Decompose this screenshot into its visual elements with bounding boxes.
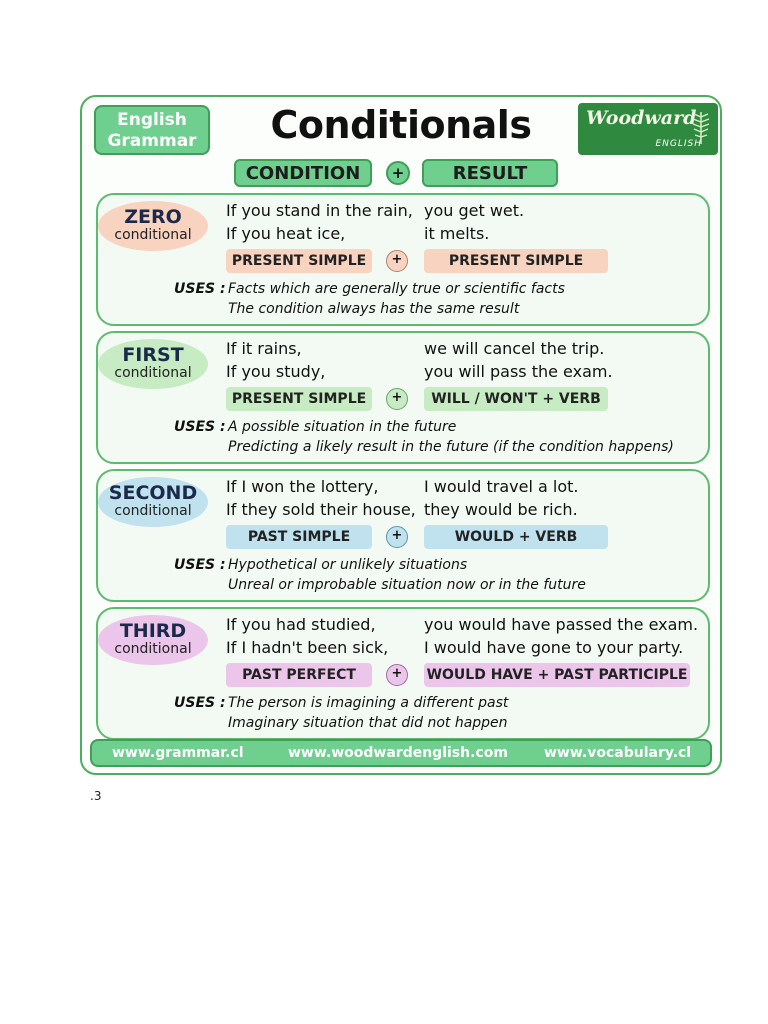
condition-example-2: If they sold their house, <box>226 500 416 519</box>
fern-leaf-icon <box>690 109 712 145</box>
condition-example-2: If you study, <box>226 362 326 381</box>
result-example-1: I would travel a lot. <box>424 477 579 496</box>
use-1: A possible situation in the future <box>228 419 457 435</box>
first-conditional-label <box>98 339 208 389</box>
result-example-2: I would have gone to your party. <box>424 638 684 657</box>
use-2: Imaginary situation that did not happen <box>228 715 508 731</box>
condition-tense: PRESENT SIMPLE <box>226 387 372 411</box>
use-1: Hypothetical or unlikely situations <box>228 557 468 573</box>
uses-label: USES : <box>174 281 226 297</box>
condition-example-2: If I hadn't been sick, <box>226 638 389 657</box>
result-tense: WOULD + VERB <box>424 525 608 549</box>
use-2: Unreal or improbable situation now or in the future <box>228 577 586 593</box>
footer-link-woodward[interactable]: www.woodwardenglish.com <box>288 745 508 761</box>
result-header: RESULT <box>422 159 558 187</box>
footer-links-bar <box>90 739 712 767</box>
condition-tense: PAST SIMPLE <box>226 525 372 549</box>
badge-line-2: Grammar <box>107 131 197 151</box>
condition-example-1: If I won the lottery, <box>226 477 379 496</box>
uses-label: USES : <box>174 419 226 435</box>
condition-example-1: If it rains, <box>226 339 302 358</box>
conditional-name: ZERO <box>124 206 182 228</box>
result-example-1: you get wet. <box>424 201 525 220</box>
result-example-1: you would have passed the exam. <box>424 615 699 634</box>
conditional-name: SECOND <box>108 482 198 504</box>
first-conditional-section <box>96 331 710 464</box>
result-tense: WOULD HAVE + PAST PARTICIPLE <box>424 663 690 687</box>
conditional-name: FIRST <box>122 344 184 366</box>
footer-link-grammar[interactable]: www.grammar.cl <box>112 745 244 761</box>
badge-line-1: English <box>117 110 187 130</box>
page-number: .3 <box>90 789 102 803</box>
page-title: Conditionals <box>270 103 532 147</box>
plus-icon: + <box>386 250 408 272</box>
conditional-name: THIRD <box>119 620 187 642</box>
second-conditional-label <box>98 477 208 527</box>
condition-example-1: If you had studied, <box>226 615 376 634</box>
use-1: The person is imagining a different past <box>228 695 509 711</box>
third-conditional-section <box>96 607 710 740</box>
plus-icon: + <box>386 526 408 548</box>
third-conditional-label <box>98 615 208 665</box>
result-example-1: we will cancel the trip. <box>424 339 605 358</box>
header-plus-icon: + <box>386 161 410 185</box>
logo-brand: Woodward <box>586 107 697 129</box>
use-2: The condition always has the same result <box>228 301 520 317</box>
conditionals-poster <box>80 95 722 775</box>
footer-link-vocabulary[interactable]: www.vocabulary.cl <box>544 745 692 761</box>
conditional-sub: conditional <box>114 641 192 657</box>
conditional-sub: conditional <box>114 227 192 243</box>
zero-conditional-label <box>98 201 208 251</box>
condition-header: CONDITION <box>234 159 372 187</box>
result-tense: PRESENT SIMPLE <box>424 249 608 273</box>
conditional-sub: conditional <box>114 503 192 519</box>
result-example-2: they would be rich. <box>424 500 578 519</box>
logo-sub: ENGLISH <box>655 139 702 149</box>
woodward-logo <box>578 103 718 155</box>
conditional-sub: conditional <box>114 365 192 381</box>
condition-tense: PRESENT SIMPLE <box>226 249 372 273</box>
condition-tense: PAST PERFECT <box>226 663 372 687</box>
uses-label: USES : <box>174 695 226 711</box>
result-example-2: it melts. <box>424 224 490 243</box>
result-example-2: you will pass the exam. <box>424 362 613 381</box>
uses-label: USES : <box>174 557 226 573</box>
use-2: Predicting a likely result in the future (if the condition happens) <box>228 439 674 455</box>
zero-conditional-section <box>96 193 710 326</box>
plus-icon: + <box>386 388 408 410</box>
condition-example-1: If you stand in the rain, <box>226 201 413 220</box>
second-conditional-section <box>96 469 710 602</box>
plus-icon: + <box>386 664 408 686</box>
condition-example-2: If you heat ice, <box>226 224 346 243</box>
use-1: Facts which are generally true or scientific facts <box>228 281 565 297</box>
result-tense: WILL / WON'T + VERB <box>424 387 608 411</box>
